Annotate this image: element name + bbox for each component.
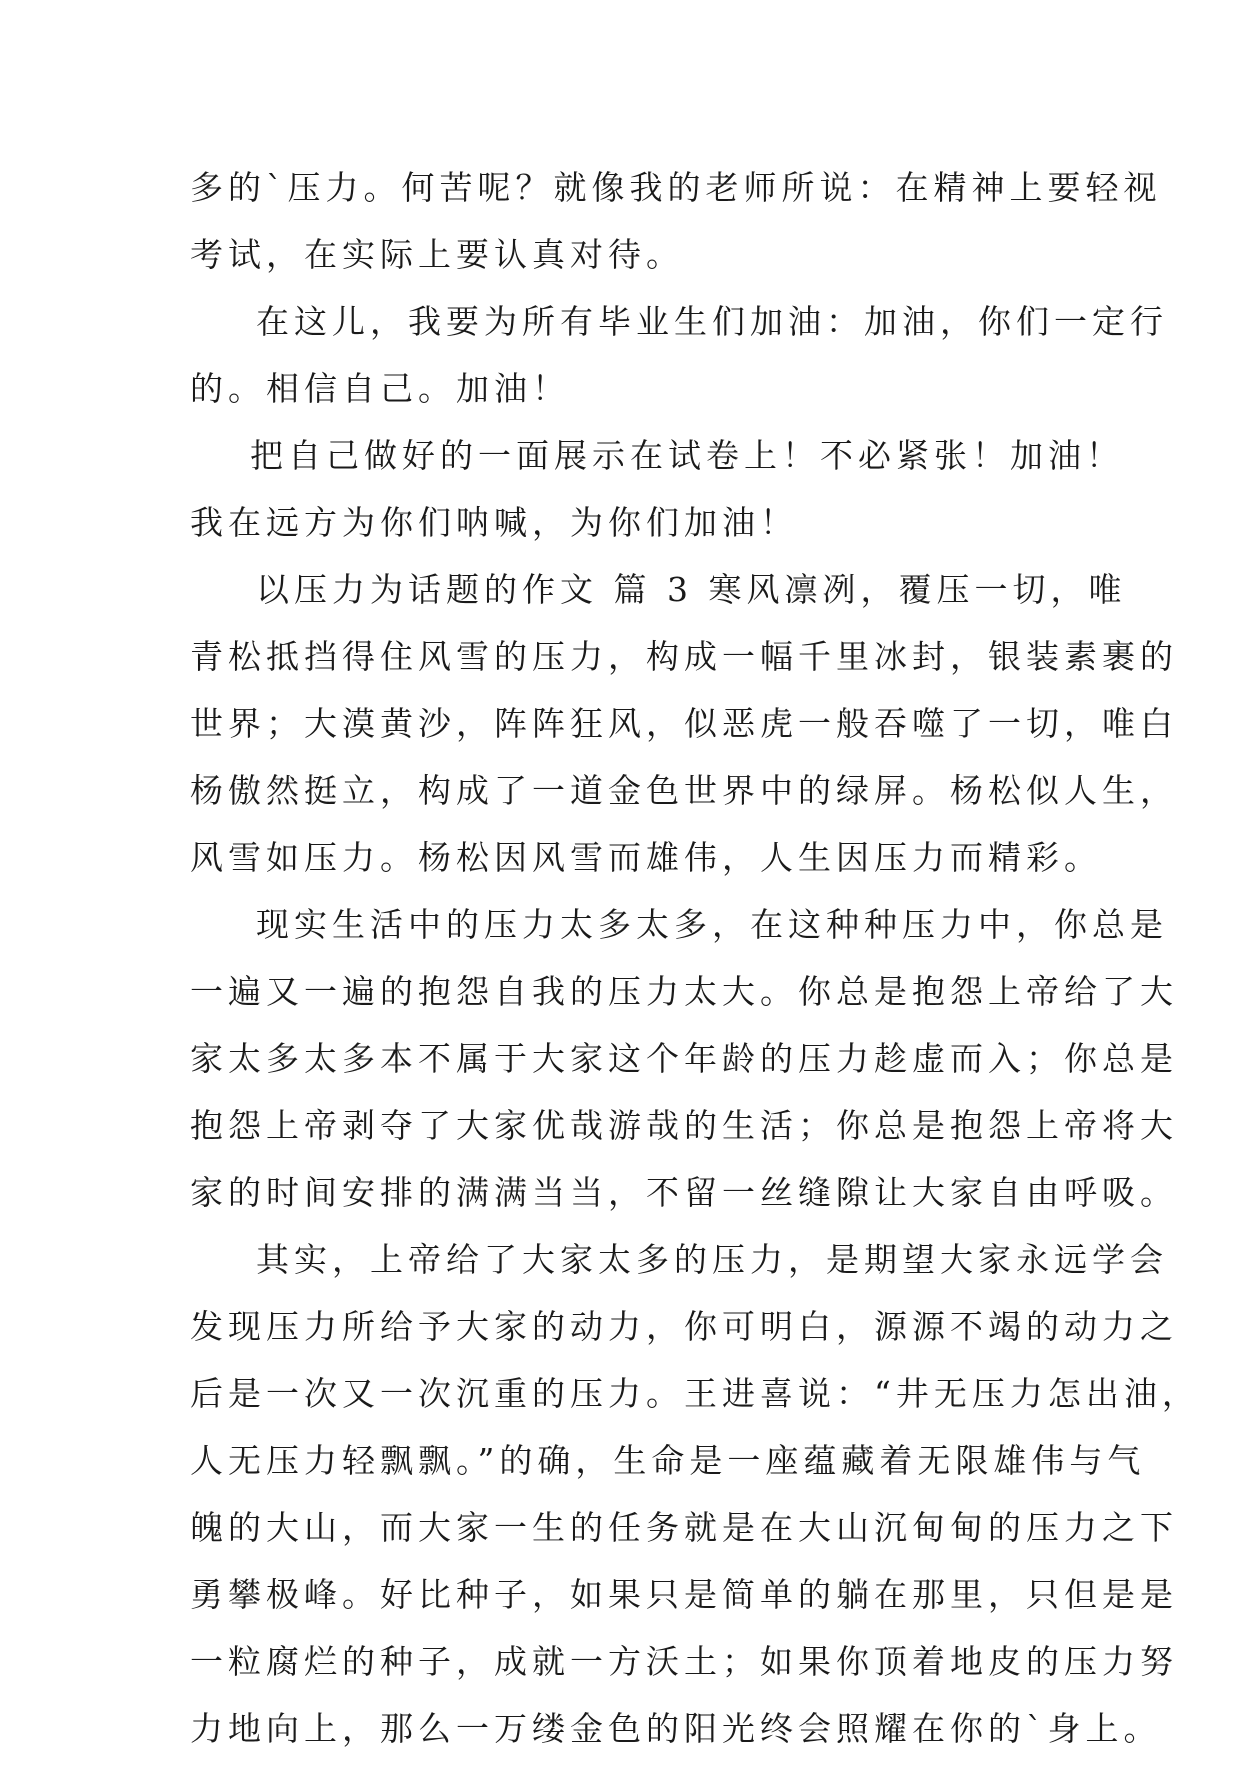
- paragraph-line: 抱怨上帝剥夺了大家优哉游哉的生活；你总是抱怨上帝将大: [190, 1106, 1178, 1145]
- paragraph-line: 多的`压力。何苦呢？就像我的老师所说：在精神上要轻视: [190, 168, 1162, 207]
- paragraph-line: 杨傲然挺立，构成了一道金色世界中的绿屏。杨松似人生，: [190, 771, 1178, 810]
- paragraph-line: 力地向上，那么一万缕金色的阳光终会照耀在你的`身上。: [190, 1709, 1162, 1748]
- paragraph-line: 风雪如压力。杨松因风雪而雄伟，人生因压力而精彩。: [190, 838, 1102, 877]
- paragraph-line: 一粒腐烂的种子，成就一方沃土；如果你顶着地皮的压力努: [190, 1642, 1178, 1681]
- paragraph-line: 发现压力所给予大家的动力，你可明白，源源不竭的动力之: [190, 1307, 1178, 1346]
- paragraph-line: 魄的大山，而大家一生的任务就是在大山沉甸甸的压力之下: [190, 1508, 1178, 1547]
- paragraph-line: 现实生活中的压力太多太多，在这种种压力中，你总是: [256, 905, 1168, 944]
- paragraph-line: 一遍又一遍的抱怨自我的压力太大。你总是抱怨上帝给了大: [190, 972, 1178, 1011]
- paragraph-line: 青松抵挡得住风雪的压力，构成一幅千里冰封，银装素裹的: [190, 637, 1178, 676]
- paragraph-line: 考试，在实际上要认真对待。: [190, 235, 684, 274]
- paragraph-line: 世界；大漠黄沙，阵阵狂风，似恶虎一般吞噬了一切，唯白: [190, 704, 1178, 743]
- paragraph-line: 家的时间安排的满满当当，不留一丝缝隙让大家自由呼吸。: [190, 1173, 1178, 1212]
- paragraph-line: 后是一次又一次沉重的压力。王进喜说：“井无压力怎出油，: [190, 1374, 1200, 1413]
- paragraph-line: 我在远方为你们呐喊，为你们加油！: [190, 503, 798, 542]
- paragraph-line: 家太多太多本不属于大家这个年龄的压力趁虚而入；你总是: [190, 1039, 1178, 1078]
- paragraph-line: 其实，上帝给了大家太多的压力，是期望大家永远学会: [256, 1240, 1168, 1279]
- paragraph-line: 把自己做好的一面展示在试卷上！不必紧张！加油！: [250, 436, 1124, 475]
- paragraph-line: 的。相信自己。加油！: [190, 369, 570, 408]
- paragraph-line: 以压力为话题的作文 篇 3 寒风凛冽，覆压一切，唯: [256, 570, 1127, 609]
- essay-body: [190, 158, 1200, 1766]
- paragraph-line: 在这儿，我要为所有毕业生们加油：加油，你们一定行: [256, 302, 1168, 341]
- paragraph-line: 勇攀极峰。好比种子，如果只是简单的躺在那里，只但是是: [190, 1575, 1178, 1614]
- paragraph-line: 人无压力轻飘飘。”的确，生命是一座蕴藏着无限雄伟与气: [190, 1441, 1146, 1480]
